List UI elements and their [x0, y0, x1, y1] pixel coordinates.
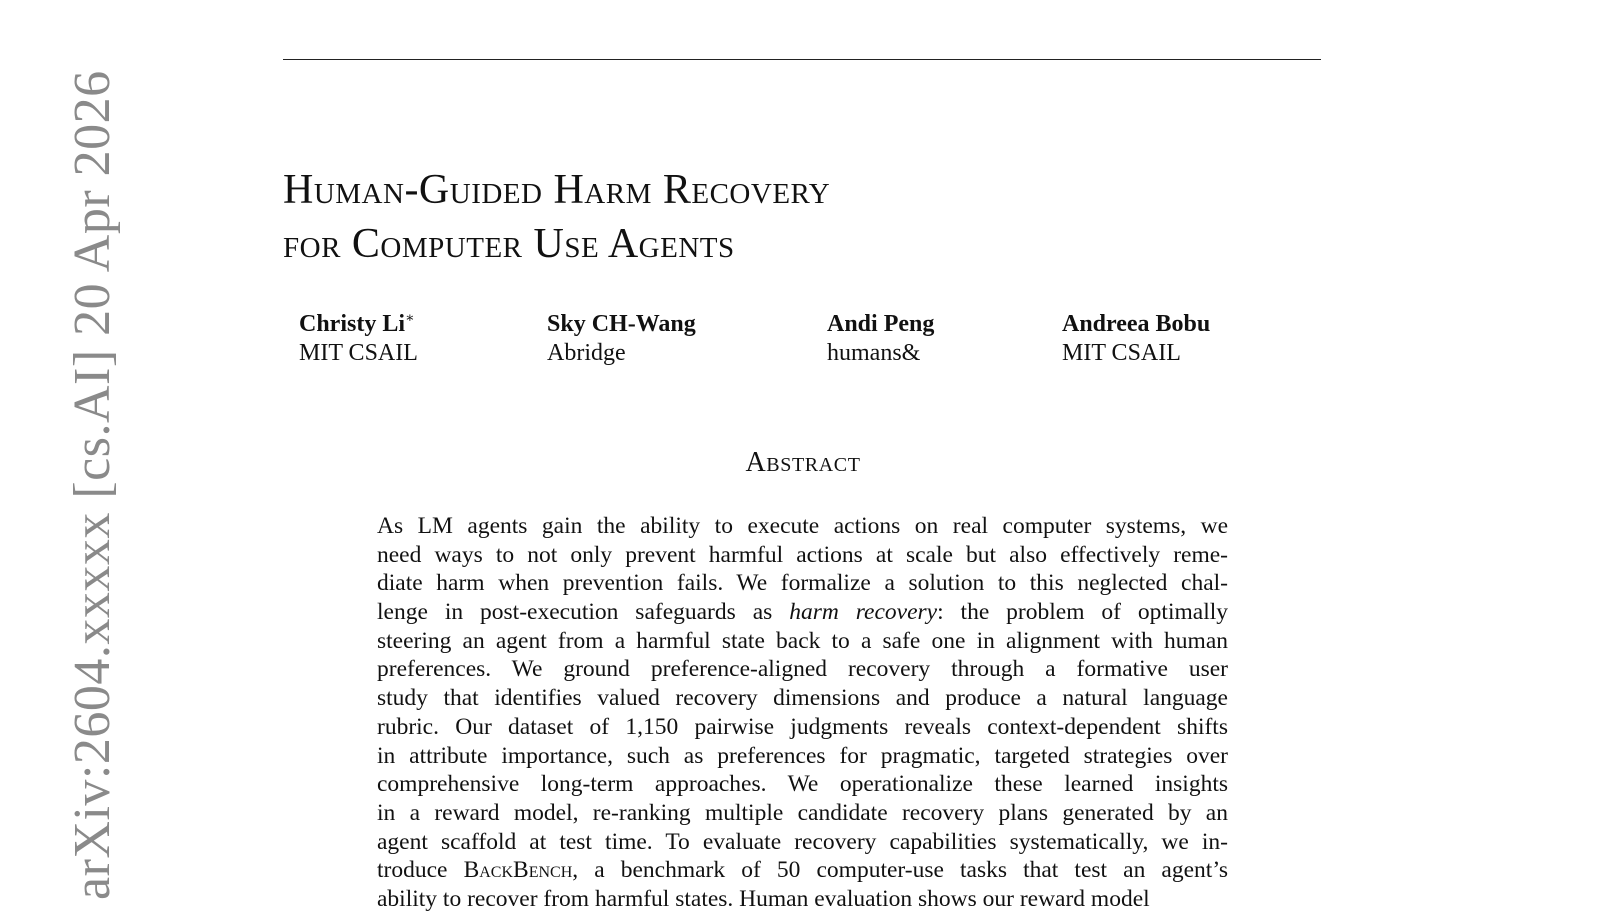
- title-line-2: for Computer Use Agents: [283, 221, 735, 267]
- author-name: Andreea Bobu: [1062, 311, 1211, 337]
- author-name: Christy Li∗: [299, 311, 415, 337]
- abstract-line: ability to recover from harmful states. Human evaluation shows our reward model: [377, 885, 1150, 912]
- abstract-line: steering an agent from a harmful state back to a safe one in alignment with human: [377, 627, 1228, 654]
- abstract-line: comprehensive long-term approaches. We operationalize these learned insights: [377, 771, 1228, 798]
- author-block: [299, 310, 418, 368]
- paper-title: [283, 163, 830, 271]
- abstract-line: study that identifies valued recovery dimensions and produce a natural language: [377, 685, 1228, 712]
- arxiv-stamp: arXiv:2604.xxxxx [cs.AI] 20 Apr 2026: [64, 70, 121, 900]
- abstract-heading: Abstract: [745, 447, 861, 478]
- abstract-line: rubric. Our dataset of 1,150 pairwise judgments reveals context-dependent shifts: [377, 713, 1228, 740]
- abstract-line: preferences. We ground preference-aligned recovery through a formative user: [377, 656, 1228, 683]
- author-block: [827, 310, 934, 368]
- abstract-line: need ways to not only prevent harmful actions at scale but also effectively reme-: [377, 541, 1228, 568]
- abstract-line: in attribute importance, such as preferences for pragmatic, targeted strategies over: [377, 742, 1228, 769]
- author-affiliation: Abridge: [547, 340, 626, 366]
- abstract-line: As LM agents gain the ability to execute actions on real computer systems, we: [377, 513, 1228, 539]
- author-name: Andi Peng: [827, 311, 935, 337]
- abstract-body: [377, 512, 1228, 914]
- author-block: [547, 310, 696, 368]
- abstract-line: troduce BackBench, a benchmark of 50 computer-use tasks that test an agent’s: [377, 857, 1228, 884]
- author-affiliation: MIT CSAIL: [1062, 340, 1181, 366]
- abstract-line: lenge in post-execution safeguards as harm recovery: the problem of optimally: [377, 599, 1229, 626]
- author-name: Sky CH-Wang: [547, 311, 696, 337]
- harm-recovery-term: harm recovery: [789, 599, 938, 626]
- top-rule: [283, 59, 1321, 60]
- title-line-1: Human-Guided Harm Recovery: [283, 167, 831, 213]
- corresponding-author-mark: ∗: [405, 311, 415, 326]
- abstract-line: in a reward model, re-ranking multiple candidate recovery plans generated by an: [377, 799, 1228, 826]
- backbench-name: BackBench: [463, 857, 573, 884]
- author-affiliation: MIT CSAIL: [299, 340, 418, 366]
- abstract-line: diate harm when prevention fails. We formalize a solution to this neglected chal-: [377, 570, 1228, 597]
- author-block: [1062, 310, 1210, 368]
- author-affiliation: humans&: [827, 340, 921, 366]
- abstract-line: agent scaffold at test time. To evaluate recovery capabilities systematically, we in-: [377, 828, 1228, 855]
